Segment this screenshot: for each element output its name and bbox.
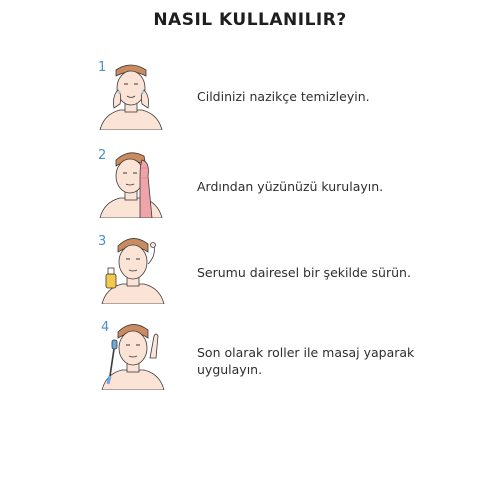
step-number: 3 bbox=[98, 234, 107, 249]
step-4 bbox=[0, 318, 500, 398]
step-2 bbox=[0, 146, 500, 226]
face-towel-drying-illustration bbox=[96, 146, 166, 218]
step-text bbox=[197, 264, 457, 281]
step-text-line: Ardından yüzünüzü kurulayın. bbox=[197, 179, 384, 194]
step-3 bbox=[0, 232, 500, 312]
step-text bbox=[197, 178, 457, 195]
step-text-line: Serumu dairesel bir şekilde sürün. bbox=[197, 265, 411, 280]
face-washing-illustration bbox=[96, 58, 166, 130]
step-text-line: Cildinizi nazikçe temizleyin. bbox=[197, 89, 370, 104]
step-text bbox=[197, 344, 457, 378]
step-1 bbox=[0, 58, 500, 138]
step-number: 2 bbox=[98, 148, 107, 163]
page-title: NASIL KULLANILIR? bbox=[153, 10, 347, 30]
step-text-line: uygulayın. bbox=[197, 362, 263, 377]
step-text-line: Son olarak roller ile masaj yaparak bbox=[197, 345, 415, 360]
step-number: 1 bbox=[98, 60, 107, 75]
step-number: 4 bbox=[101, 320, 110, 335]
face-roller-massage-illustration bbox=[96, 318, 166, 390]
step-text bbox=[197, 88, 457, 105]
serum-application-illustration bbox=[96, 232, 166, 304]
